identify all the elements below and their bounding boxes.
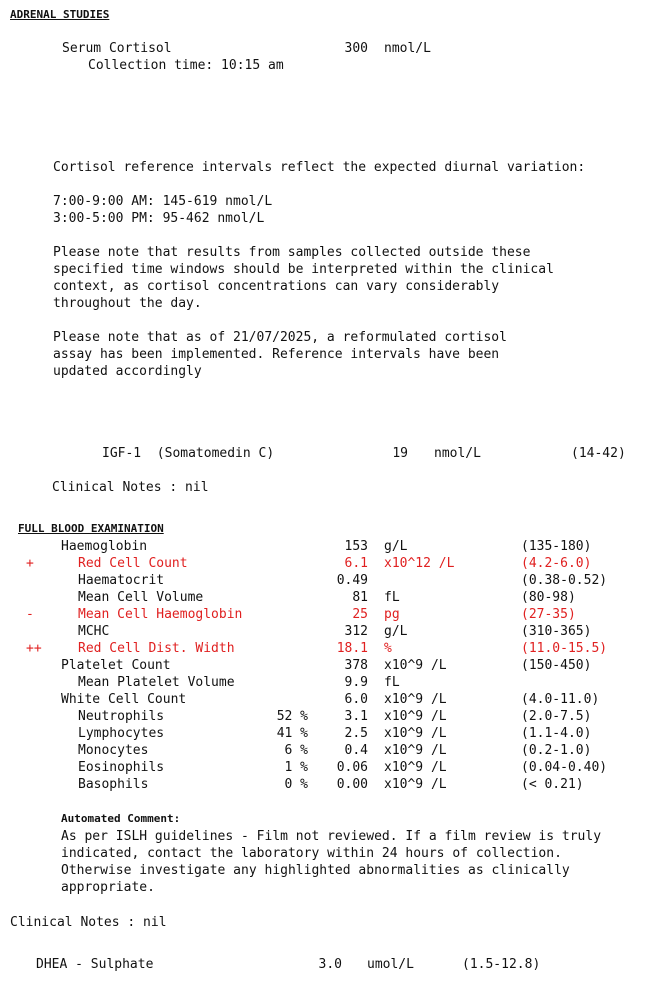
fbe-value: 6.1 [344, 556, 368, 571]
fbe-range: (310-365) [521, 624, 592, 639]
dhea-value: 3.0 [318, 957, 342, 972]
cortisol-range-pm: 3:00-5:00 PM: 95-462 nmol/L [53, 211, 265, 226]
fbe-unit: % [384, 641, 392, 656]
fbe-test-name: Haemoglobin [61, 539, 148, 554]
fbe-test-name: Eosinophils [78, 760, 165, 775]
fbe-percent: 6 % [284, 743, 308, 758]
collection-time: Collection time: 10:15 am [88, 58, 284, 73]
fbe-test-name: Neutrophils [78, 709, 165, 724]
fbe-unit: x10^9 /L [384, 692, 447, 707]
fbe-test-name: Basophils [78, 777, 149, 792]
igf-clinical-notes: Clinical Notes : nil [52, 480, 209, 495]
fbe-range: (150-450) [521, 658, 592, 673]
cortisol-note-line: specified time windows should be interpreted within the clinical [53, 262, 554, 277]
fbe-value: 9.9 [344, 675, 368, 690]
fbe-value: 0.49 [336, 573, 368, 588]
fbe-test-name: Lymphocytes [78, 726, 165, 741]
fbe-range: (< 0.21) [521, 777, 584, 792]
fbe-value: 18.1 [336, 641, 368, 656]
adrenal-heading: ADRENAL STUDIES [10, 8, 110, 21]
fbe-value: 2.5 [344, 726, 368, 741]
cortisol-value: 300 [344, 41, 368, 56]
fbe-percent: 1 % [284, 760, 308, 775]
automated-comment-line: indicated, contact the laboratory within 24 hours of collection. [61, 846, 562, 861]
cortisol-note-intro: Cortisol reference intervals reflect the expected diurnal variation: [53, 160, 586, 175]
fbe-value: 0.4 [344, 743, 368, 758]
assay-note-line: Please note that as of 21/07/2025, a reformulated cortisol [53, 330, 507, 345]
automated-comment-heading: Automated Comment: [61, 812, 181, 825]
fbe-unit: g/L [384, 624, 408, 639]
cortisol-test-name: Serum Cortisol [62, 41, 172, 56]
fbe-test-name: Mean Cell Haemoglobin [78, 607, 243, 622]
fbe-unit: g/L [384, 539, 408, 554]
igf-test-name: IGF-1 (Somatomedin C) [102, 446, 275, 461]
fbe-test-name: Haematocrit [78, 573, 165, 588]
cortisol-note-line: context, as cortisol concentrations can vary considerably [53, 279, 500, 294]
fbe-unit: x10^12 /L [384, 556, 455, 571]
fbe-range: (27-35) [521, 607, 576, 622]
fbe-value: 3.1 [344, 709, 368, 724]
fbe-unit: x10^9 /L [384, 760, 447, 775]
fbe-unit: x10^9 /L [384, 709, 447, 724]
fbe-percent: 41 % [276, 726, 308, 741]
fbe-flag: + [26, 556, 34, 571]
assay-note-line: updated accordingly [53, 364, 202, 379]
fbe-range: (2.0-7.5) [521, 709, 592, 724]
fbe-test-name: MCHC [78, 624, 110, 639]
fbe-test-name: Red Cell Dist. Width [78, 641, 235, 656]
fbe-percent: 0 % [284, 777, 308, 792]
fbe-value: 312 [344, 624, 368, 639]
fbe-unit: pg [384, 607, 400, 622]
fbe-value: 378 [344, 658, 368, 673]
automated-comment-line: Otherwise investigate any highlighted abnormalities as clinically [61, 863, 570, 878]
fbe-test-name: White Cell Count [61, 692, 187, 707]
fbe-range: (0.04-0.40) [521, 760, 608, 775]
dhea-test-name: DHEA - Sulphate [36, 957, 154, 972]
fbe-value: 0.00 [336, 777, 368, 792]
fbe-flag: ++ [26, 641, 42, 656]
fbe-test-name: Mean Cell Volume [78, 590, 204, 605]
fbe-unit: x10^9 /L [384, 726, 447, 741]
fbe-unit: x10^9 /L [384, 777, 447, 792]
fbe-range: (0.2-1.0) [521, 743, 592, 758]
fbe-heading: FULL BLOOD EXAMINATION [18, 522, 164, 535]
assay-note-line: assay has been implemented. Reference intervals have been [53, 347, 500, 362]
fbe-value: 81 [352, 590, 368, 605]
igf-unit: nmol/L [434, 446, 481, 461]
fbe-unit: fL [384, 590, 400, 605]
fbe-percent: 52 % [276, 709, 308, 724]
fbe-range: (0.38-0.52) [521, 573, 608, 588]
automated-comment-line: As per ISLH guidelines - Film not reviewed. If a film review is truly [61, 829, 602, 844]
fbe-value: 0.06 [336, 760, 368, 775]
cortisol-note-line: throughout the day. [53, 296, 202, 311]
dhea-range: (1.5-12.8) [462, 957, 541, 972]
fbe-test-name: Mean Platelet Volume [78, 675, 235, 690]
fbe-test-name: Monocytes [78, 743, 149, 758]
igf-value: 19 [392, 446, 408, 461]
fbe-value: 25 [352, 607, 368, 622]
fbe-flag: - [26, 607, 34, 622]
fbe-test-name: Platelet Count [61, 658, 171, 673]
fbe-clinical-notes: Clinical Notes : nil [10, 915, 167, 930]
fbe-unit: x10^9 /L [384, 658, 447, 673]
fbe-range: (1.1-4.0) [521, 726, 592, 741]
fbe-range: (4.0-11.0) [521, 692, 600, 707]
fbe-range: (11.0-15.5) [521, 641, 608, 656]
fbe-range: (135-180) [521, 539, 592, 554]
fbe-unit: fL [384, 675, 400, 690]
fbe-range: (80-98) [521, 590, 576, 605]
fbe-unit: x10^9 /L [384, 743, 447, 758]
fbe-value: 153 [344, 539, 368, 554]
automated-comment-line: appropriate. [61, 880, 155, 895]
cortisol-unit: nmol/L [384, 41, 431, 56]
cortisol-note-line: Please note that results from samples collected outside these [53, 245, 531, 260]
fbe-test-name: Red Cell Count [78, 556, 188, 571]
cortisol-range-am: 7:00-9:00 AM: 145-619 nmol/L [53, 194, 273, 209]
dhea-unit: umol/L [367, 957, 414, 972]
igf-range: (14-42) [571, 446, 626, 461]
fbe-value: 6.0 [344, 692, 368, 707]
fbe-range: (4.2-6.0) [521, 556, 592, 571]
